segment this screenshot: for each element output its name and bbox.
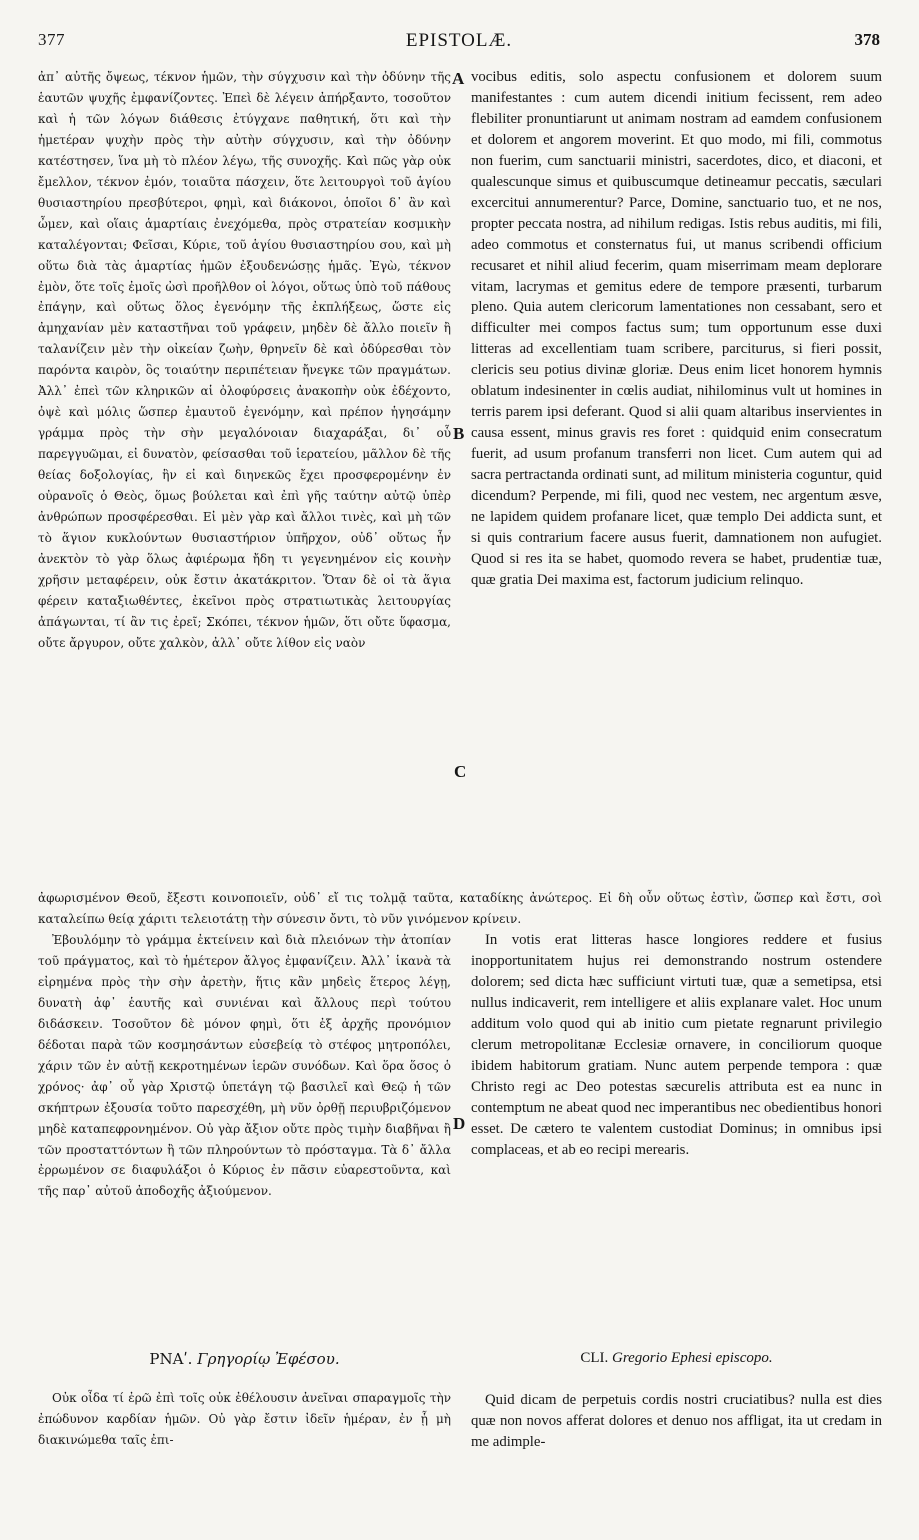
section-marker-d: D	[453, 1114, 466, 1133]
latin-column-top	[471, 67, 882, 591]
greek-column-mid	[38, 930, 451, 1202]
section-marker-c: C	[454, 762, 467, 781]
section-marker-a: A	[452, 69, 465, 88]
greek-spanning-text: ἀφωρισμένον Θεοῦ, ἔξεστι κοινοποιεῖν, οὐδ᾽ εἴ τις τολμᾷ ταῦτα, καταδίκης ἀνώτερος. Εἰ δὴ οὖν οὕτως ἐστὶν, ὥσπερ καὶ ἔστι, σοὶ καταλείπω θείᾳ χάριτι τελειοτάτῃ τὴν σύνεσιν ὄντι, τὸ νῦν γινόμενον κρίνειν.	[38, 891, 882, 926]
greek-letter-number: ΡΝΑʹ.	[149, 1350, 193, 1368]
page-number-left: 377	[38, 30, 65, 49]
greek-paragraph-2: Ἐβουλόμην τὸ γράμμα ἐκτείνειν καὶ διὰ πλειόνων τὴν ἀτοπίαν τοῦ πράγματος, καὶ τὸ ἡμέτερον ἄλγος ἐμφανίζειν. Ἀλλ᾽ ἱκανὰ τὰ εἰρημένα πρὸς τὴν σὴν ἀρετὴν, ἥτις κἂν μηδεὶς ἕτερος λέγῃ, δυνατὴ ἀφ᾽ ἑαυτῆς καὶ συνιέναι καὶ ἄλλους περὶ τούτου διδάσκειν. Τοσοῦτον δὲ μόνον φημὶ, ὅτι ἐξ ἀρχῆς προνόμιον δέδοται παρὰ τῶν κοσμησάντων εὐσεβείᾳ τὸ στέφος μητροπόλει, χάριν τῶν ἐν αὐτῇ κεκροτημένων ἱερῶν συνόδων. Καὶ ὅρα ὅσος ὁ χρόνος· ἀφ᾽ οὗ γὰρ Χριστῷ ὑπετάγη τῷ βασιλεῖ καὶ Θεῷ ἡ τῶν σκήπτρων ἐξουσία τοῦτο παρεσχέθη, μὴ νῦν ὀρθῇ περιυβριζόμενον μηδὲ καταπεφρονημένον. Οὐ γὰρ ἄξιον οὔτε πρὸς τιμὴν διαβῆναι ἢ τῶν προσταττόντων ἢ τῶν πληρούντων τὸ πρόσταγμα. Τὰ δ᾽ ἄλλα ἐρρωμένον σε διαφυλάξοι ὁ Κύριος ἐν πᾶσιν εὐαρεστοῦντα, καὶ τῆς παρ᾽ αὐτοῦ ἀποδοχῆς ἀξιούμενον.	[38, 933, 451, 1199]
latin-column-mid	[471, 930, 882, 1160]
greek-column-bottom	[38, 1388, 451, 1451]
latin-paragraph-3: Quid dicam de perpetuis cordis nostri cruciatibus? nulla est dies quæ non novos afferat dolores et denuo nos affligat, ita ut credam in me adimple-	[471, 1392, 882, 1450]
running-header	[38, 30, 880, 64]
greek-column-top	[38, 67, 451, 654]
latin-letter-heading	[471, 1350, 882, 1367]
latin-letter-addressee: Gregorio Ephesi episcopo.	[612, 1350, 773, 1366]
latin-paragraph-1: vocibus editis, solo aspectu confusionem et dolorem suum manifestantes : cum autem dicendi initium fecissent, rem adeo flebiliter pronuntiarunt ut animam nostram ad eamdem confusionem et dolorem et angorem moverint. Et quo modo, mi fili, commotus non fuerim, cum sanctuarii ministri, sacerdotes, dico, et diaconi, et qualescunque simus et quibuscumque detineamur peccatis, sæculari excercitui annumerentur? Parce, Domine, sanctuario tuo, et ne nos, propter peccata nostra, ad nihilum redigas. Istis rebus auditis, mi fili, adeo commotus et consternatus fui, ut manus scribendi officium recusaret et nihil aliud fecerim, quam miserrimam meam deplorare vitam, lacrymas et gemitus edere de tempore præsenti, turbarum pleno. Quia autem clericorum lamentationes non cessabant, sero et difficulter mei compos factus sum; tum opportunum esse duxi litteras ad excellentiam tuam scribere, parciturus, si fieri possit, clericis seu potius divinæ gloriæ. Deus enim licet honorem hymnis oblatum indesinenter in cœlis audiat, nihilominus vult ut homines in terris parem ipsi deferant. Quod si alii quam altaribus inservientes in causa essent, minus gravis res foret : quidquid enim consecratum fuerit, ad usum profanum transferri non licet. Cum autem qui ad sacra pertractanda ordinati sunt, ad militum ministeria coguntur, quid dicendum? Perpende, mi fili, quod nec vestem, nec argentum æsve, ne lapidem quidem profanare licet, quæ templo Dei addicta sunt, et si quis contrarium facere ausus fuerit, damnationem non aufugiet. Quod si res ita se habet, quomodo revera se habet, prudentiæ tuæ, quæ gratia Dei maxima est, factorum judicium relinquo.	[471, 69, 882, 588]
greek-letter-addressee: Γρηγορίῳ Ἐφέσου.	[197, 1350, 340, 1368]
running-title: EPISTOLÆ.	[405, 30, 513, 51]
greek-paragraph-1: ἀπ᾽ αὐτῆς ὄψεως, τέκνον ἡμῶν, τὴν σύγχυσιν καὶ τὴν ὀδύνην τῆς ἑαυτῶν ψυχῆς ἐμφανίζοντες. Ἐπεὶ δὲ λέγειν ἀπήρξαντο, τοσοῦτον καὶ ἡ τῶν λόγων διάθεσις ἐτύγχανε παθητική, ὅτι καὶ τὴν ἡμετέραν ψυχὴν πρὸς τὴν αὐτὴν σύγχυσιν, καὶ τὴν ὀδύνην κατέστησεν, ἵνα μὴ τὸ πλέον λέγω, τῆς συνοχῆς. Καὶ πῶς γὰρ οὐκ ἔμελλον, τέκνον ἐμόν, τοιαῦτα πάσχειν, ὅτε λειτουργοὶ τοῦ ἁγίου θυσιαστηρίου πρεσβύτεροι, φημὶ, καὶ διάκονοι, ὁποῖοι δ᾽ ἂν καὶ ὦμεν, καὶ οἵαις ἁμαρτίαις ἐνεχόμεθα, πρὸς στρατείαν κοσμικὴν καταλέγονται; Φεῖσαι, Κύριε, τοῦ ἁγίου θυσιαστηρίου σου, καὶ μὴ οὕτω διὰ τὰς ἁμαρτίας ἡμῶν ἐξουδενώσῃς ἡμᾶς. Ἐγὼ, τέκνον ἐμὸν, ὅτε τοῖς ἐμοῖς ὠσὶ προῆλθον οἱ λόγοι, οὕτως ὑπὸ τοῦ πάθους ἐπάγην, καὶ οὕτως ὅλος ἐγενόμην τῆς ἐκπλήξεως, ὥστε εἰς ἀμηχανίαν μὲν καταστῆναι τοῦ γράφειν, μηδὲν δὲ ἄλλο ποιεῖν ἢ ταλανίζειν μὲν τὴν οἰκείαν ζωὴν, θρηνεῖν δὲ καὶ ὀδύρεσθαι τὸν παρόντα καιρὸν, ὃς τοιαύτην περιπέτειαν ἤνεγκε τῶν πραγμάτων. Ἀλλ᾽ ἐπεὶ τῶν κληρικῶν αἱ ὀλοφύρσεις ἀνακοπὴν οὐκ ἐδέχοντο, ὀψὲ καὶ μόλις ὥσπερ ἐμαυτοῦ ἐγενόμην, καὶ πρέπον ἡγησάμην γράμμα πρὸς τὴν σὴν μεγαλόνοιαν διαχαράξαι, δι᾽ οὗ παρεγγυῶμαι, εἰ δυνατὸν, φείσασθαι τοῦ ἱερατείου, μᾶλλον δὲ τῆς θείας δοξολογίας, ἣν εἰ καὶ διηνεκῶς ἔχει προσφερομένην ἐν οὐρανοῖς ὁ Θεὸς, ὅμως βούλεται καὶ ἐπὶ γῆς ταύτην αὐτῷ ὑπὲρ ἀνθρώπων προσφέρεσθαι. Εἰ μὲν γὰρ καὶ ἄλλοι τινὲς, καὶ μὴ τῶν τὸ ἅγιον κυκλούντων θυσιαστήριον ὑπῆρχον, οὐδ᾽ οὕτως ἦν ἀνεκτὸν τὸ γὰρ ὅλως ἀφιέρωμα ἤδη τι γεγενημένον εἰς κοινὴν χρῆσιν μεταφέρειν, οὐκ ἔστιν ἀκατάκριτον. Ὅταν δὲ οἱ τὰ ἅγια φέρειν καταξιωθέντες, ἐκεῖνοι πρὸς στρατιωτικὰς λειτουργίας ἀπάγωνται, τί ἂν τις ἐρεῖ; Σκόπει, τέκνον ἡμῶν, ὅτι οὔτε ὕφασμα, οὔτε ἄργυρον, οὔτε χαλκὸν, ἀλλ᾽ οὔτε λίθον εἰς ναὸν	[38, 70, 451, 650]
greek-letter-heading	[38, 1350, 451, 1368]
section-marker-b: B	[453, 424, 465, 443]
greek-paragraph-3: Οὐκ οἶδα τί ἐρῶ ἐπὶ τοῖς οὐκ ἐθέλουσιν ἀνεῖναι σπαραγμοῖς τὴν ἐπώδυνον καρδίαν ἡμῶν. Οὐ γὰρ ἔστιν ἰδεῖν ἡμέραν, ἐν ᾗ μὴ διακινώμεθα ταῖς ἐπι-	[38, 1391, 451, 1447]
page-number-right: 378	[854, 30, 880, 49]
latin-paragraph-2: In votis erat litteras hasce longiores reddere et fusius inopportunitatem hujus rei demonstrando nostrum ostendere dolorem; sed dicta hæc sufficiunt virtuti tuæ, quæ a semetipsa, etsi nullus indicaverit, rem intelligere et aliis explanare valet. Hoc unum additum volo quod qui ab initio cum pietate regnarunt privilegio clerum metropolitanæ Ecclesiæ ornavere, in conciliorum quoque ibidem habitorum gratiam. Nunc autem perpende tempora : quæ Christo regi ac Deo potestas sæcurelis attributa est ea nunc in contemptum ne abeat quod nec imperantibus nec obedientibus honori esset. De cætero te valentem custodiat Dominus; in omnibus ipsi complaceas, et ab eo recipi merearis.	[471, 932, 882, 1158]
latin-column-bottom	[471, 1390, 882, 1453]
greek-spanning-lines	[38, 888, 882, 930]
latin-letter-number: CLI.	[580, 1350, 609, 1366]
